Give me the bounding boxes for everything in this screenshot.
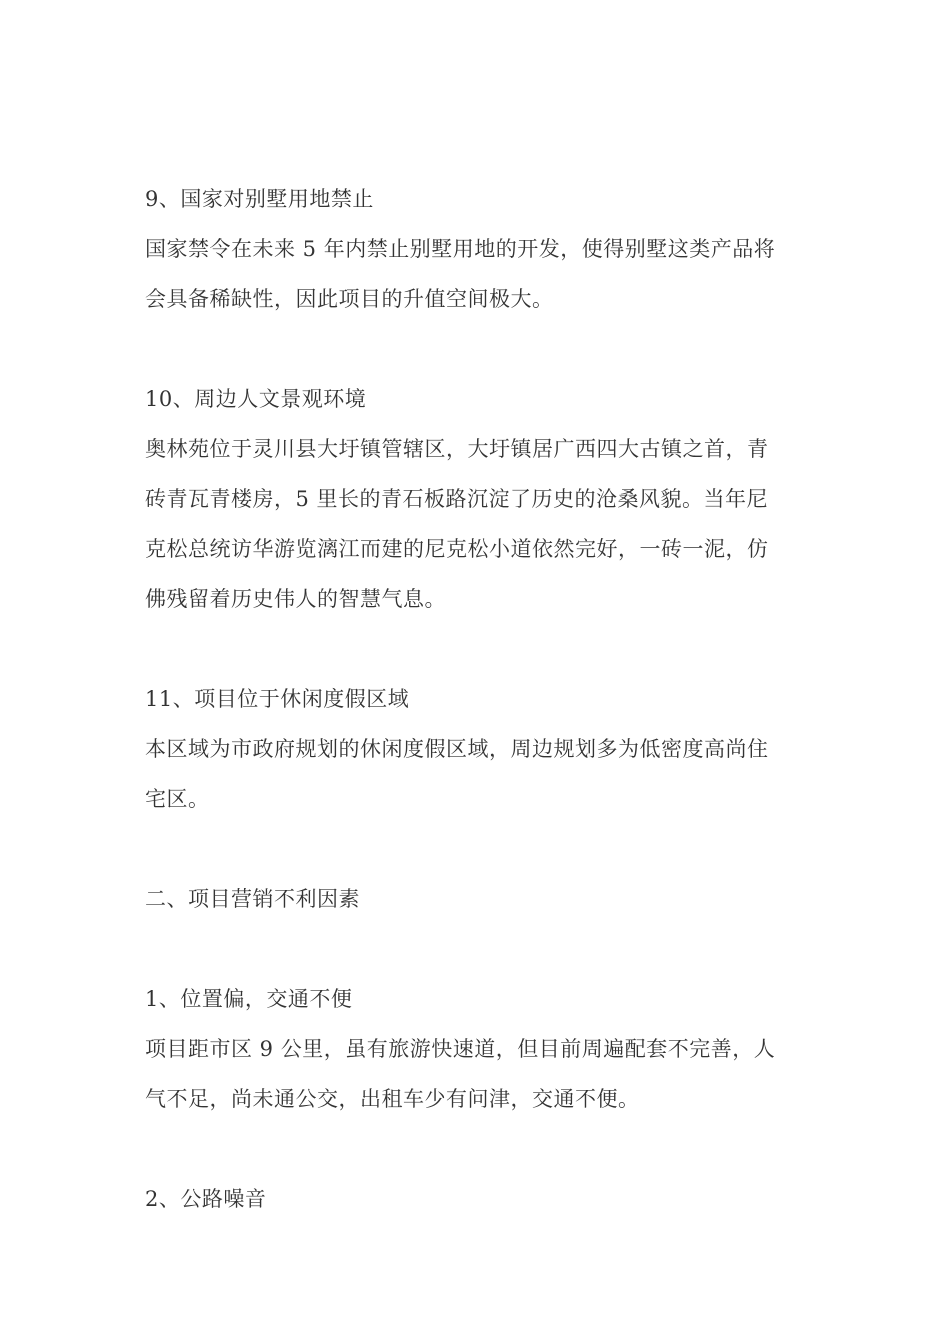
spacer (145, 1124, 810, 1174)
paragraph-line: 克松总统访华游览漓江而建的尼克松小道依然完好，一砖一泥，仿 (145, 537, 769, 561)
section-heading: 9、国家对别墅用地禁止 (145, 187, 374, 211)
paragraph-line: 国家禁令在未来 5 年内禁止别墅用地的开发，使得别墅这类产品将 (145, 237, 776, 261)
section-heading: 11、项目位于休闲度假区域 (145, 687, 410, 711)
paragraph-line: 气不足，尚未通公交，出租车少有问津，交通不便。 (145, 1087, 640, 1111)
section-part-two (145, 874, 810, 924)
section-2 (145, 1174, 810, 1224)
section-1 (145, 974, 810, 1124)
paragraph-line: 项目距市区 9 公里，虽有旅游快速道，但目前周遍配套不完善，人 (145, 1037, 776, 1061)
spacer (145, 624, 810, 674)
section-11 (145, 674, 810, 824)
section-heading: 2、公路噪音 (145, 1187, 267, 1211)
section-heading: 二、项目营销不利因素 (145, 887, 360, 911)
section-heading: 10、周边人文景观环境 (145, 387, 367, 411)
spacer (145, 924, 810, 974)
section-10 (145, 374, 810, 624)
paragraph-line: 宅区。 (145, 787, 210, 811)
section-heading: 1、位置偏，交通不便 (145, 987, 353, 1011)
document-page (145, 174, 810, 1224)
section-9 (145, 174, 810, 324)
spacer (145, 324, 810, 374)
paragraph-line: 本区域为市政府规划的休闲度假区域，周边规划多为低密度高尚住 (145, 737, 769, 761)
paragraph-line: 会具备稀缺性，因此项目的升值空间极大。 (145, 287, 554, 311)
spacer (145, 824, 810, 874)
paragraph-line: 佛残留着历史伟人的智慧气息。 (145, 587, 446, 611)
paragraph-line: 奥林苑位于灵川县大圩镇管辖区，大圩镇居广西四大古镇之首，青 (145, 437, 769, 461)
paragraph-line: 砖青瓦青楼房，5 里长的青石板路沉淀了历史的沧桑风貌。当年尼 (145, 487, 769, 511)
